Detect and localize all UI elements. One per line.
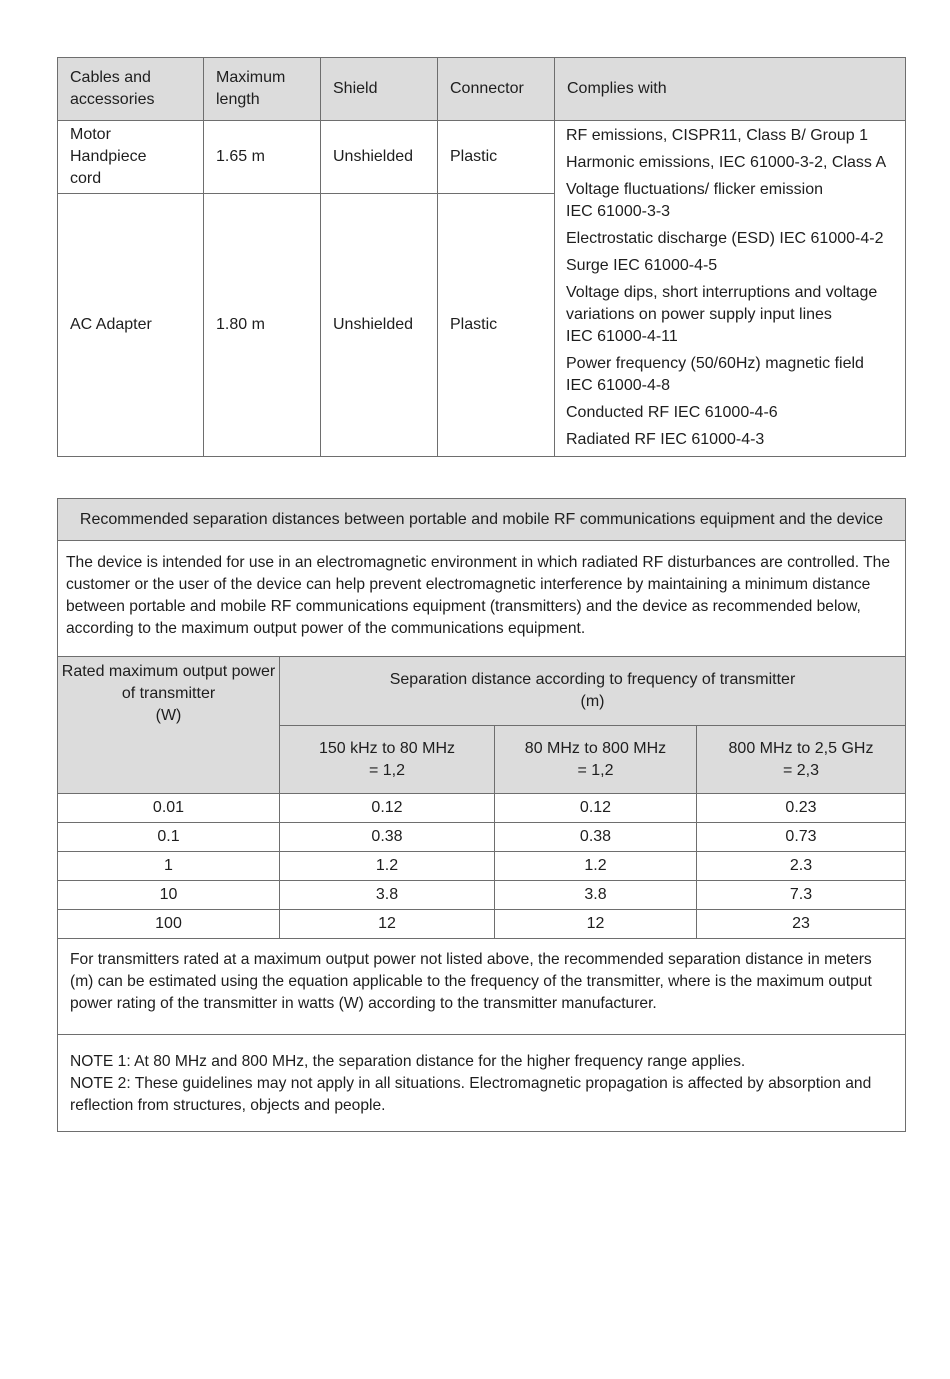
distance-cell: 3.8: [495, 881, 697, 910]
distance-cell: 0.73: [697, 823, 906, 852]
distance-cell: 1.2: [280, 852, 495, 881]
distance-cell: 0.38: [495, 823, 697, 852]
standard-item: Voltage dips, short interruptions and voltage variations on power supply input lines IEC 61000-4-11: [566, 284, 878, 345]
standard-item: Voltage fluctuations/ flicker emission IEC 61000-3-3: [566, 181, 824, 220]
standard-item: Surge IEC 61000-4-5: [566, 257, 718, 274]
cable-shield: Unshielded: [321, 121, 438, 194]
table-row: [58, 794, 906, 823]
header-separation-distance: Separation distance according to frequency of transmitter (m): [280, 657, 906, 726]
header-band-80mhz-800mhz: 80 MHz to 800 MHz = 1,2: [495, 726, 697, 794]
intro-paragraph: The device is intended for use in an electromagnetic environment in which radiated RF disturbances are controlled. The customer or the user of the device can help prevent electromagnetic interference by maintaining a minimum distance between portable and mobile RF communications equipment (transmitters) and the device as recommended below, according to the maximum output power of the communications equipment.: [58, 541, 906, 657]
distance-cell: 0.38: [280, 823, 495, 852]
notes-cell: [58, 1035, 906, 1132]
rated-power-cell: 0.1: [58, 823, 280, 852]
distance-cell: 23: [697, 910, 906, 939]
footnote-paragraph: For transmitters rated at a maximum output power not listed above, the recommended separation distance in meters (m) can be estimated using the equation applicable to the frequency of the transmitter, where is the maximum output power rating of the transmitter in watts (W) according to the transmitter manufacturer.: [58, 939, 906, 1035]
standard-item: Radiated RF IEC 61000-4-3: [566, 431, 765, 448]
note-2: NOTE 2: These guidelines may not apply in all situations. Electromagnetic propagation is affected by absorption and reflection from structures, objects and people.: [70, 1075, 872, 1114]
rated-power-cell: 100: [58, 910, 280, 939]
note-1: NOTE 1: At 80 MHz and 800 MHz, the separation distance for the higher frequency range applies.: [70, 1053, 746, 1070]
standard-item: Conducted RF IEC 61000-4-6: [566, 404, 778, 421]
title-row: [58, 499, 906, 541]
distance-cell: 3.8: [280, 881, 495, 910]
header-rated-power: Rated maximum output power of transmitter (W): [58, 657, 280, 794]
intro-row: [58, 541, 906, 657]
distance-cell: 0.12: [495, 794, 697, 823]
distance-cell: 7.3: [697, 881, 906, 910]
header-complies-with: Complies with: [555, 58, 906, 121]
standard-item: Power frequency (50/60Hz) magnetic field IEC 61000-4-8: [566, 355, 864, 394]
cable-name: Motor Handpiece cord: [58, 121, 204, 194]
header-maximum-length: Maximum length: [204, 58, 321, 121]
rated-power-cell: 0.01: [58, 794, 280, 823]
cable-name: AC Adapter: [58, 194, 204, 457]
header-connector: Connector: [438, 58, 555, 121]
header-row: [58, 657, 906, 726]
table-row: [58, 910, 906, 939]
header-cables-accessories: Cables and accessories: [58, 58, 204, 121]
footnote-row: [58, 939, 906, 1035]
table-row: [58, 121, 906, 194]
cable-connector: Plastic: [438, 194, 555, 457]
header-band-800mhz-2-5ghz: 800 MHz to 2,5 GHz = 2,3: [697, 726, 906, 794]
cable-connector: Plastic: [438, 121, 555, 194]
rated-power-cell: 1: [58, 852, 280, 881]
cable-length: 1.65 m: [204, 121, 321, 194]
separation-distances-table: [57, 498, 906, 1132]
cable-shield: Unshielded: [321, 194, 438, 457]
table-header-row: [58, 58, 906, 121]
table-row: [58, 823, 906, 852]
distance-cell: 12: [495, 910, 697, 939]
rated-power-cell: 10: [58, 881, 280, 910]
cables-accessories-table: [57, 57, 906, 457]
standard-item: Harmonic emissions, IEC 61000-3-2, Class A: [566, 154, 887, 171]
distance-cell: 12: [280, 910, 495, 939]
table-row: [58, 881, 906, 910]
distance-cell: 1.2: [495, 852, 697, 881]
distance-cell: 0.23: [697, 794, 906, 823]
standard-item: RF emissions, CISPR11, Class B/ Group 1: [566, 127, 869, 144]
standard-item: Electrostatic discharge (ESD) IEC 61000-4-2: [566, 230, 884, 247]
complies-with-list: [555, 121, 906, 457]
distance-cell: 2.3: [697, 852, 906, 881]
cable-length: 1.80 m: [204, 194, 321, 457]
header-band-150khz-80mhz: 150 kHz to 80 MHz = 1,2: [280, 726, 495, 794]
table-title: Recommended separation distances between portable and mobile RF communications equipment and the device: [58, 499, 906, 541]
distance-cell: 0.12: [280, 794, 495, 823]
table-row: [58, 852, 906, 881]
notes-row: [58, 1035, 906, 1132]
header-shield: Shield: [321, 58, 438, 121]
